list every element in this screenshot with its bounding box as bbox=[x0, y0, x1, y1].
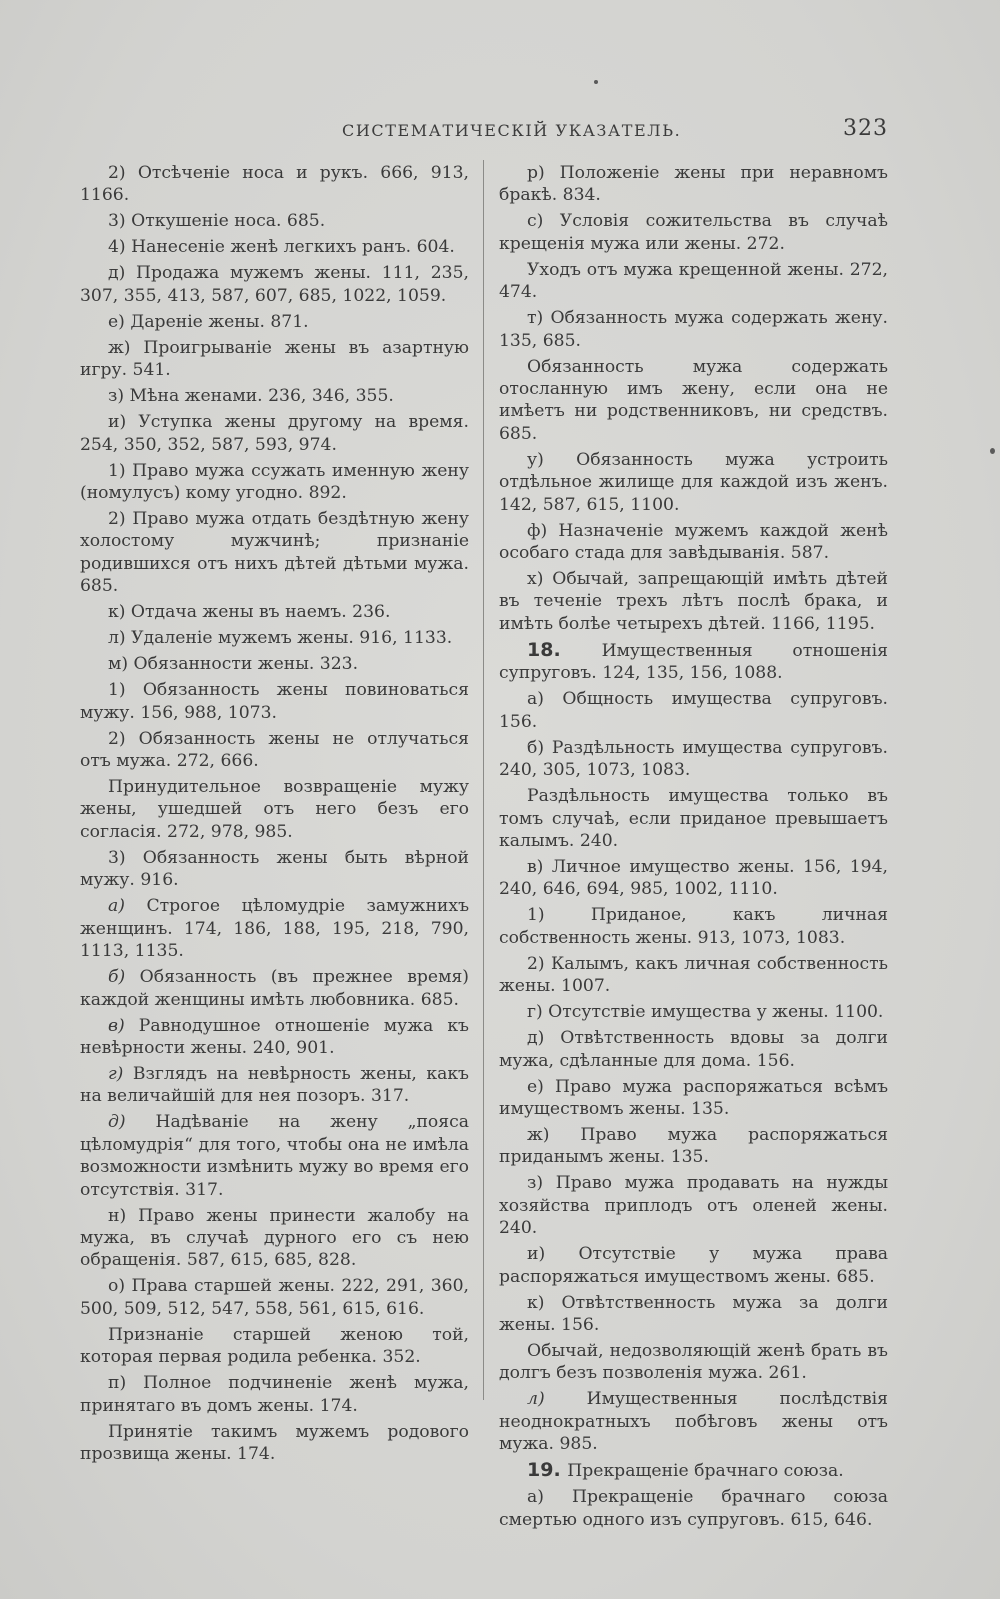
index-entry bbox=[499, 210, 888, 255]
index-entry bbox=[499, 639, 888, 685]
entry-text: а) Строгое цѣломудріе замужнихъ женщинъ. 174, 186, 188, 195, 218, 790, 1113, 1135. bbox=[80, 896, 469, 962]
entry-text: р) Положеніе жены при неравномъ бракѣ. 834. bbox=[499, 163, 888, 206]
entry-text: Раздѣльность имущества только въ томъ случаѣ, если приданое превышаетъ калымъ. 240. bbox=[499, 786, 888, 851]
index-entry bbox=[499, 737, 888, 782]
index-entry bbox=[499, 1388, 888, 1455]
entry-text: л) Удаленіе мужемъ жены. 916, 1133. bbox=[108, 628, 453, 649]
index-entry bbox=[499, 356, 888, 446]
entry-text: г) Отсутствіе имущества у жены. 1100. bbox=[527, 1002, 884, 1023]
index-entry bbox=[499, 1076, 888, 1121]
entry-text: н) Право жены принести жалобу на мужа, въ случаѣ дурного его съ нею обращенія. 587, 615, 685, 828. bbox=[80, 1205, 469, 1271]
index-entry bbox=[499, 1340, 888, 1385]
entry-text: Уходъ отъ мужа крещенной жены. 272, 474. bbox=[499, 259, 888, 303]
entry-text: п) Полное подчиненіе женѣ мужа, принятаго въ домъ жены. 174. bbox=[80, 1373, 469, 1416]
index-entry bbox=[80, 1372, 469, 1417]
entry-text: г) Взглядъ на невѣрность жены, какъ на величайшій для нея позоръ. 317. bbox=[80, 1063, 469, 1107]
index-entry bbox=[80, 895, 469, 962]
entry-text: 4) Нанесеніе женѣ легкихъ ранъ. 604. bbox=[108, 237, 455, 258]
index-entry bbox=[80, 337, 469, 382]
index-entry bbox=[499, 688, 888, 733]
entry-text: 1) Приданое, какъ личная собственность жены. 913, 1073, 1083. bbox=[499, 905, 888, 948]
entry-text: к) Отвѣтственность мужа за долги жены. 156. bbox=[499, 1292, 888, 1335]
index-entry bbox=[80, 728, 469, 773]
entry-text: д) Надѣваніе на жену „пояса цѣломудрія“ для того, чтобы она не имѣла возможности измѣнить мужу во время его отсутствія. 317. bbox=[80, 1112, 469, 1200]
entry-text: с) Условія сожительства въ случаѣ крещенія мужа или жены. 272. bbox=[499, 211, 888, 254]
entry-text: ж) Проигрываніе жены въ азартную игру. 541. bbox=[80, 337, 469, 381]
entry-text: е) Право мужа распоряжаться всѣмъ имуществомъ жены. 135. bbox=[499, 1076, 888, 1119]
entry-text: 3) Обязанность жены быть вѣрной мужу. 916. bbox=[80, 847, 469, 891]
entry-text: м) Обязанности жены. 323. bbox=[108, 654, 359, 675]
column-divider bbox=[483, 160, 484, 1400]
index-entry bbox=[499, 1001, 888, 1023]
entry-text: Имущественныя отношенія супруговъ. 124, 135, 156, 1088. bbox=[499, 640, 888, 684]
index-entry bbox=[80, 847, 469, 892]
entry-text: д) Отвѣтственность вдовы за долги мужа, сдѣланные для дома. 156. bbox=[499, 1028, 888, 1071]
section-number: 18. bbox=[527, 638, 602, 661]
entry-text: в) Равнодушное отношеніе мужа къ невѣрности жены. 240, 901. bbox=[80, 1015, 469, 1058]
index-entry bbox=[80, 411, 469, 456]
index-entry bbox=[499, 1243, 888, 1288]
index-entry bbox=[80, 1205, 469, 1272]
index-entry bbox=[499, 307, 888, 352]
entry-text: и) Уступка жены другому на время. 254, 350, 352, 587, 593, 974. bbox=[80, 412, 469, 455]
entry-text: а) Общность имущества супруговъ. 156. bbox=[499, 689, 888, 732]
entry-text: о) Права старшей жены. 222, 291, 360, 500, 509, 512, 547, 558, 561, 615, 616. bbox=[80, 1276, 469, 1319]
entry-text: 2) Обязанность жены не отлучаться отъ мужа. 272, 666. bbox=[80, 728, 469, 772]
entry-text: б) Обязанность (въ прежнее время) каждой женщины имѣть любовника. 685. bbox=[80, 967, 469, 1010]
index-entry bbox=[80, 162, 469, 207]
entry-text: Принудительное возвращеніе мужу жены, ушедшей отъ него безъ его согласія. 272, 978, 985. bbox=[80, 777, 469, 842]
index-entry bbox=[80, 627, 469, 649]
section-number: 19. bbox=[527, 1459, 568, 1482]
index-entry bbox=[80, 210, 469, 232]
entry-text: Признаніе старшей женою той, которая первая родила ребенка. 352. bbox=[80, 1324, 469, 1368]
index-entry bbox=[499, 953, 888, 998]
index-entry bbox=[499, 856, 888, 901]
entry-text: х) Обычай, запрещающій имѣть дѣтей въ теченіе трехъ лѣтъ послѣ брака, и имѣть болѣе четырехъ дѣтей. 1166, 1195. bbox=[499, 569, 888, 634]
index-entry bbox=[499, 1124, 888, 1169]
index-entry bbox=[80, 966, 469, 1011]
entry-text: 2) Отсѣченіе носа и рукъ. 666, 913, 1166. bbox=[80, 163, 469, 206]
index-entry bbox=[499, 1292, 888, 1337]
entry-text: 2) Калымъ, какъ личная собственность жены. 1007. bbox=[499, 953, 888, 997]
entry-text: б) Раздѣльность имущества супруговъ. 240, 305, 1073, 1083. bbox=[499, 737, 888, 781]
index-entry bbox=[499, 1486, 888, 1531]
index-entry bbox=[80, 385, 469, 407]
index-entry bbox=[499, 162, 888, 207]
left-column bbox=[80, 162, 469, 1469]
index-entry bbox=[80, 1063, 469, 1108]
index-entry bbox=[499, 568, 888, 635]
index-entry bbox=[80, 460, 469, 505]
entry-text: л) Имущественныя послѣдствія неоднократныхъ побѣговъ жены отъ мужа. 985. bbox=[499, 1389, 888, 1455]
entry-text: Принятіе такимъ мужемъ родового прозвища жены. 174. bbox=[80, 1421, 469, 1464]
entry-text: к) Отдача жены въ наемъ. 236. bbox=[108, 602, 391, 623]
page-number: 323 bbox=[843, 116, 888, 141]
entry-text: а) Прекращеніе брачнаго союза смертью одного изъ супруговъ. 615, 646. bbox=[499, 1487, 888, 1530]
running-header bbox=[80, 118, 888, 152]
index-entry bbox=[80, 1111, 469, 1201]
entry-text: 1) Обязанность жены повиноваться мужу. 156, 988, 1073. bbox=[80, 680, 469, 723]
entry-text: т) Обязанность мужа содержать жену. 135, 685. bbox=[499, 308, 888, 351]
index-entry bbox=[80, 311, 469, 333]
entry-text: Прекращеніе брачнаго союза. bbox=[567, 1461, 844, 1482]
index-entry bbox=[499, 259, 888, 304]
index-entry bbox=[80, 508, 469, 598]
entry-text: и) Отсутствіе у мужа права распоряжаться имуществомъ жены. 685. bbox=[499, 1244, 888, 1287]
entry-text: з) Мѣна женами. 236, 346, 355. bbox=[108, 386, 394, 407]
index-entry bbox=[80, 1015, 469, 1060]
index-entry bbox=[499, 1459, 888, 1482]
entry-text: 1) Право мужа ссужать именную жену (номулусъ) кому угодно. 892. bbox=[80, 460, 469, 504]
entry-text: ф) Назначеніе мужемъ каждой женѣ особаго стада для завѣдыванія. 587. bbox=[499, 520, 888, 564]
entry-text: в) Личное имущество жены. 156, 194, 240, 646, 694, 985, 1002, 1110. bbox=[499, 856, 888, 900]
scan-speck bbox=[594, 80, 598, 84]
index-entry bbox=[80, 1324, 469, 1369]
entry-text: у) Обязанность мужа устроить отдѣльное жилище для каждой изъ женъ. 142, 587, 615, 1100. bbox=[499, 449, 888, 515]
entry-text: д) Продажа мужемъ жены. 111, 235, 307, 355, 413, 587, 607, 685, 1022, 1059. bbox=[80, 263, 469, 306]
entry-text: Обязанность мужа содержать отосланную имъ жену, если она не имѣетъ ни родственниковъ, ни средствъ. 685. bbox=[499, 356, 888, 444]
right-column bbox=[499, 162, 888, 1535]
index-entry bbox=[80, 236, 469, 258]
entry-text: 3) Откушеніе носа. 685. bbox=[108, 211, 326, 232]
entry-text: е) Дареніе жены. 871. bbox=[108, 311, 309, 332]
entry-text: з) Право мужа продавать на нужды хозяйства приплодъ отъ оленей жены. 240. bbox=[499, 1173, 888, 1239]
index-entry bbox=[80, 601, 469, 623]
index-entry bbox=[80, 776, 469, 843]
index-entry bbox=[499, 449, 888, 516]
entry-text: ж) Право мужа распоряжаться приданымъ жены. 135. bbox=[499, 1124, 888, 1168]
scan-speck bbox=[990, 448, 995, 454]
index-entry bbox=[80, 653, 469, 675]
index-entry bbox=[80, 1421, 469, 1466]
index-entry bbox=[499, 1172, 888, 1239]
index-entry bbox=[499, 1027, 888, 1072]
entry-text: Обычай, недозволяющій женѣ брать въ долгъ безъ позволенія мужа. 261. bbox=[499, 1340, 888, 1384]
running-title: СИСТЕМАТИЧЕСКІЙ УКАЗАТЕЛЬ. bbox=[342, 121, 682, 140]
index-entry bbox=[80, 679, 469, 724]
index-entry bbox=[80, 1275, 469, 1320]
entry-text: 2) Право мужа отдать бездѣтную жену холостому мужчинѣ; признаніе родившихся отъ нихъ дѣтей дѣтьми мужа. 685. bbox=[80, 509, 469, 597]
index-entry bbox=[499, 785, 888, 852]
index-entry bbox=[499, 904, 888, 949]
index-entry bbox=[499, 520, 888, 565]
index-entry bbox=[80, 262, 469, 307]
